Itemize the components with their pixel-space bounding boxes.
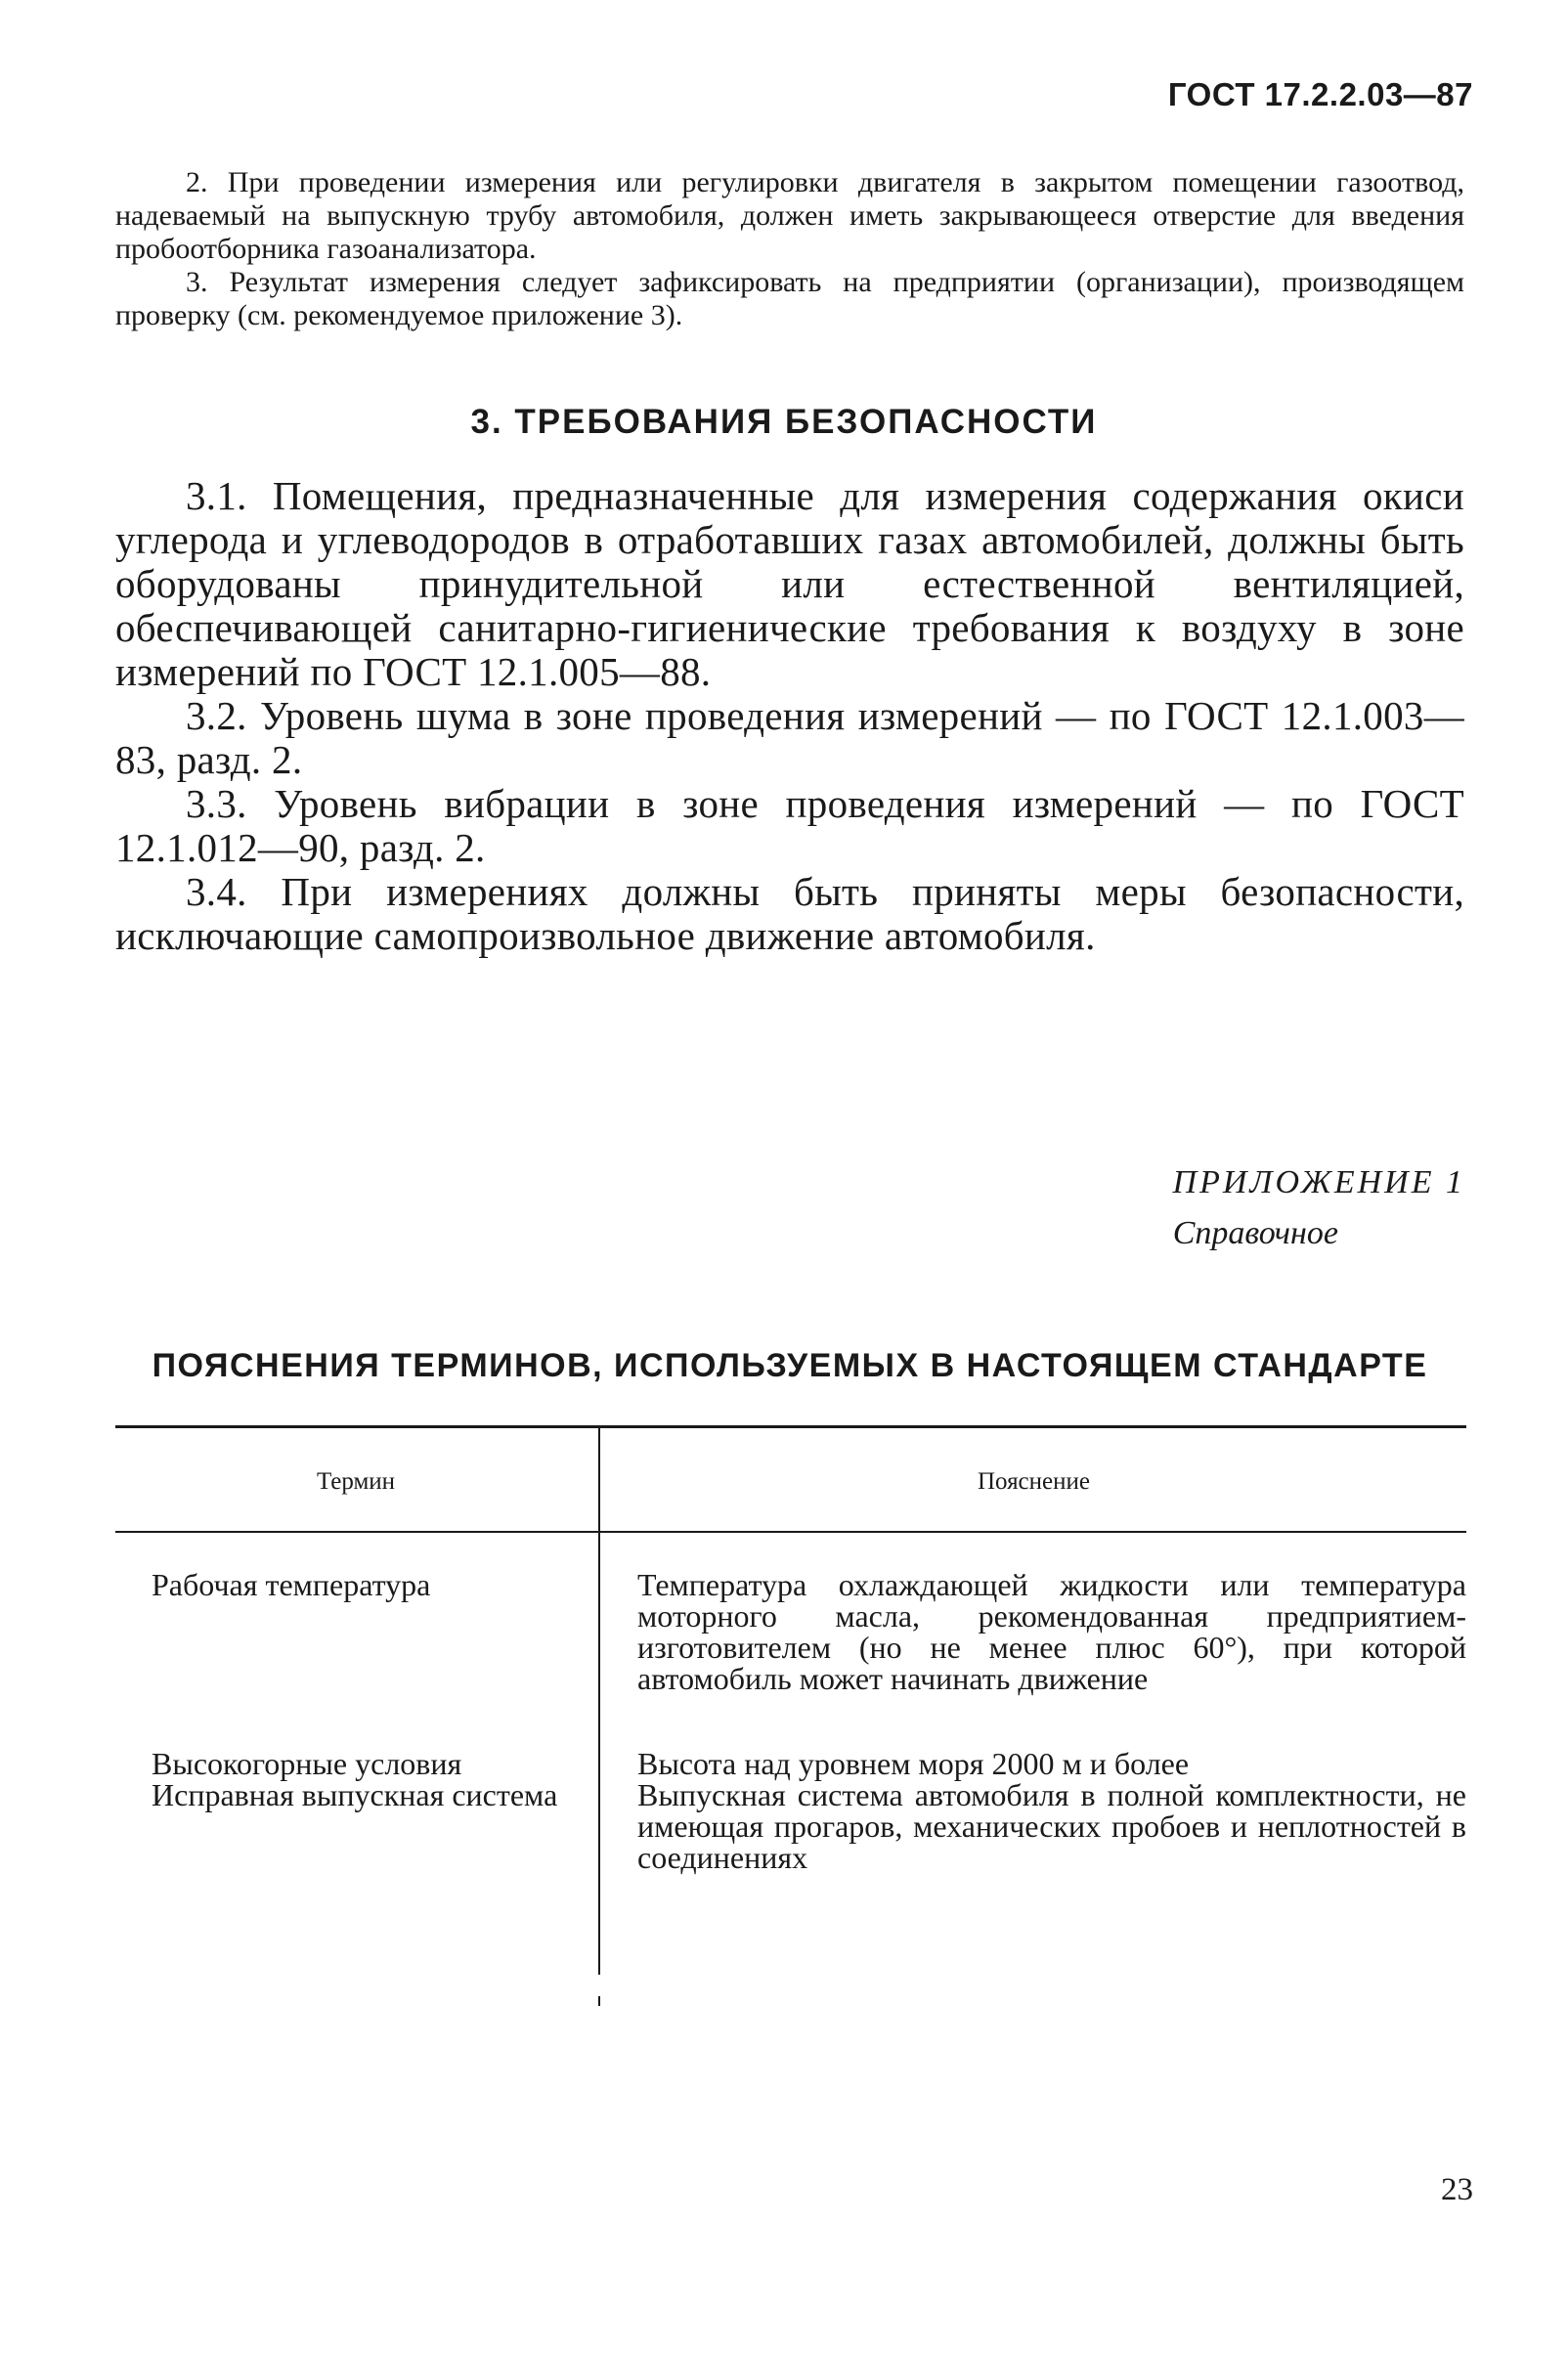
table-header-rule <box>115 1531 1466 1533</box>
table-row-explanation: Температура охлаждающей жидкости или температура моторного масла, рекомендованная предприятием-изготовителем (но не менее плюс 60°), при которой автомобиль может начинать движение <box>637 1567 1466 1696</box>
appendix-label: ПРИЛОЖЕНИЕ 1 <box>1172 1164 1465 1200</box>
table-row-explanation: Выпускная система автомобиля в полной комплектности, не имеющая прогаров, механических пробоев и неплотностей в соединениях <box>637 1777 1466 1875</box>
table-top-rule <box>115 1425 1466 1428</box>
section-title: 3. ТРЕБОВАНИЯ БЕЗОПАСНОСТИ <box>470 403 1098 441</box>
column-header-explanation: Пояснение <box>977 1468 1090 1495</box>
appendix-title: ПОЯСНЕНИЯ ТЕРМИНОВ, ИСПОЛЬЗУЕМЫХ В НАСТОЯЩЕМ СТАНДАРТЕ <box>152 1347 1428 1384</box>
table-row-term: Высокогорные условия <box>152 1746 462 1781</box>
table-row-term: Исправная выпускная система <box>152 1777 558 1812</box>
clause-3-2: 3.2. Уровень шума в зоне проведения измерений — по ГОСТ 12.1.003—83, разд. 2. <box>115 693 1464 782</box>
paragraph-2: 2. При проведении измерения или регулировки двигателя в закрытом помещении газоотвод, надеваемый на выпускную трубу автомобиля, должен иметь закрывающееся отверстие для введения пробоотборника газоанализатора. <box>115 166 1464 265</box>
paragraph-3: 3. Результат измерения следует зафиксировать на предприятии (организации), производящем проверку (см. рекомендуемое приложение 3). <box>115 266 1464 331</box>
table-row-term: Рабочая температура <box>152 1567 431 1602</box>
appendix-type: Справочное <box>1172 1215 1338 1251</box>
table-column-divider-tail <box>598 1996 600 2006</box>
clause-3-3: 3.3. Уровень вибрации в зоне проведения измерений — по ГОСТ 12.1.012—90, разд. 2. <box>115 781 1464 870</box>
clause-3-1: 3.1. Помещения, предназначенные для измерения содержания окиси углерода и углеводородов в отработавших газах автомобилей, должны быть оборудованы принудительной или естественной вентиляцией, обеспечивающей санитарно-гигиенические требования к воздуху в зоне измерений по ГОСТ 12.1.005—88. <box>115 473 1464 694</box>
table-column-divider <box>598 1425 600 1975</box>
document-code-header: ГОСТ 17.2.2.03—87 <box>1167 76 1473 112</box>
column-header-term: Термин <box>316 1468 396 1495</box>
page-number: 23 <box>1441 2172 1473 2207</box>
clause-3-4: 3.4. При измерениях должны быть приняты меры безопасности, исключающие самопроизвольное движение автомобиля. <box>115 869 1464 958</box>
appendix-label-block <box>1173 1157 1465 1259</box>
table-row-explanation: Высота над уровнем моря 2000 м и более <box>637 1746 1190 1781</box>
